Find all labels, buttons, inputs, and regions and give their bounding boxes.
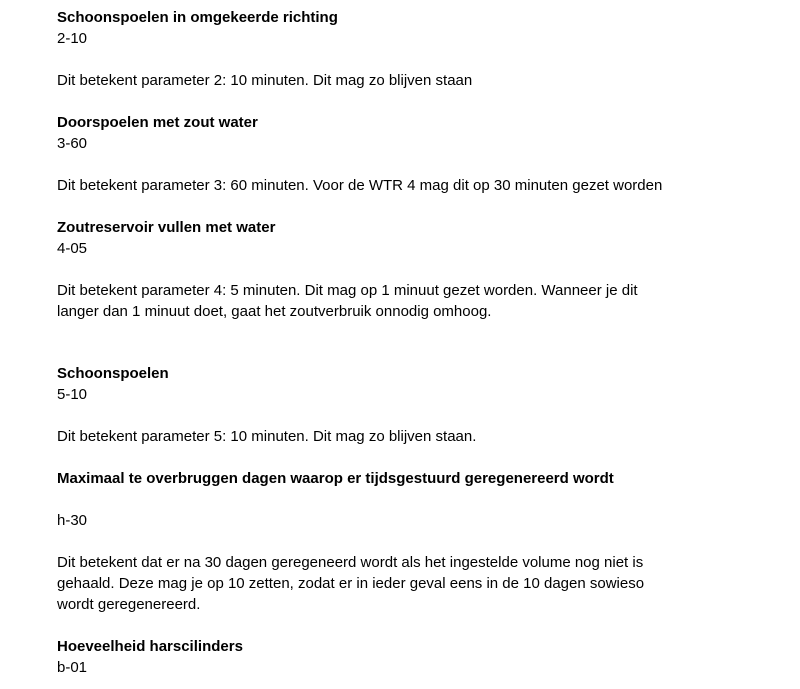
section-description: Dit betekent parameter 2: 10 minuten. Dit mag zo blijven staan [57,72,473,89]
section-description: langer dan 1 minuut doet, gaat het zoutverbruik onnodig omhoog. [57,303,492,320]
section-description: Dit betekent parameter 3: 60 minuten. Voor de WTR 4 mag dit op 30 minuten gezet worden [57,177,663,194]
parameter-code: 5-10 [57,386,88,403]
section-description: Dit betekent parameter 4: 5 minuten. Dit mag op 1 minuut gezet worden. Wanneer je dit [57,282,638,299]
section-description: Dit betekent parameter 5: 10 minuten. Dit mag zo blijven staan. [57,428,477,445]
parameter-code: h-30 [57,512,88,529]
section-description: gehaald. Deze mag je op 10 zetten, zodat er in ieder geval eens in de 10 dagen sowieso [57,575,645,592]
section-heading: Hoeveelheid harscilinders [57,638,243,655]
section-heading: Zoutreservoir vullen met water [57,219,276,236]
section-heading: Doorspoelen met zout water [57,114,258,131]
document-page [57,7,777,678]
section-description: Dit betekent dat er na 30 dagen geregeneerd wordt als het ingestelde volume nog niet is [57,554,644,571]
parameter-code: b-01 [57,659,88,676]
parameter-code: 4-05 [57,240,88,257]
section-heading: Schoonspoelen [57,365,169,382]
parameter-code: 3-60 [57,135,88,152]
parameter-code: 2-10 [57,30,88,47]
section-description: wordt geregenereerd. [57,596,201,613]
section-heading: Schoonspoelen in omgekeerde richting [57,9,338,26]
section-heading: Maximaal te overbruggen dagen waarop er tijdsgestuurd geregenereerd wordt [57,470,614,487]
